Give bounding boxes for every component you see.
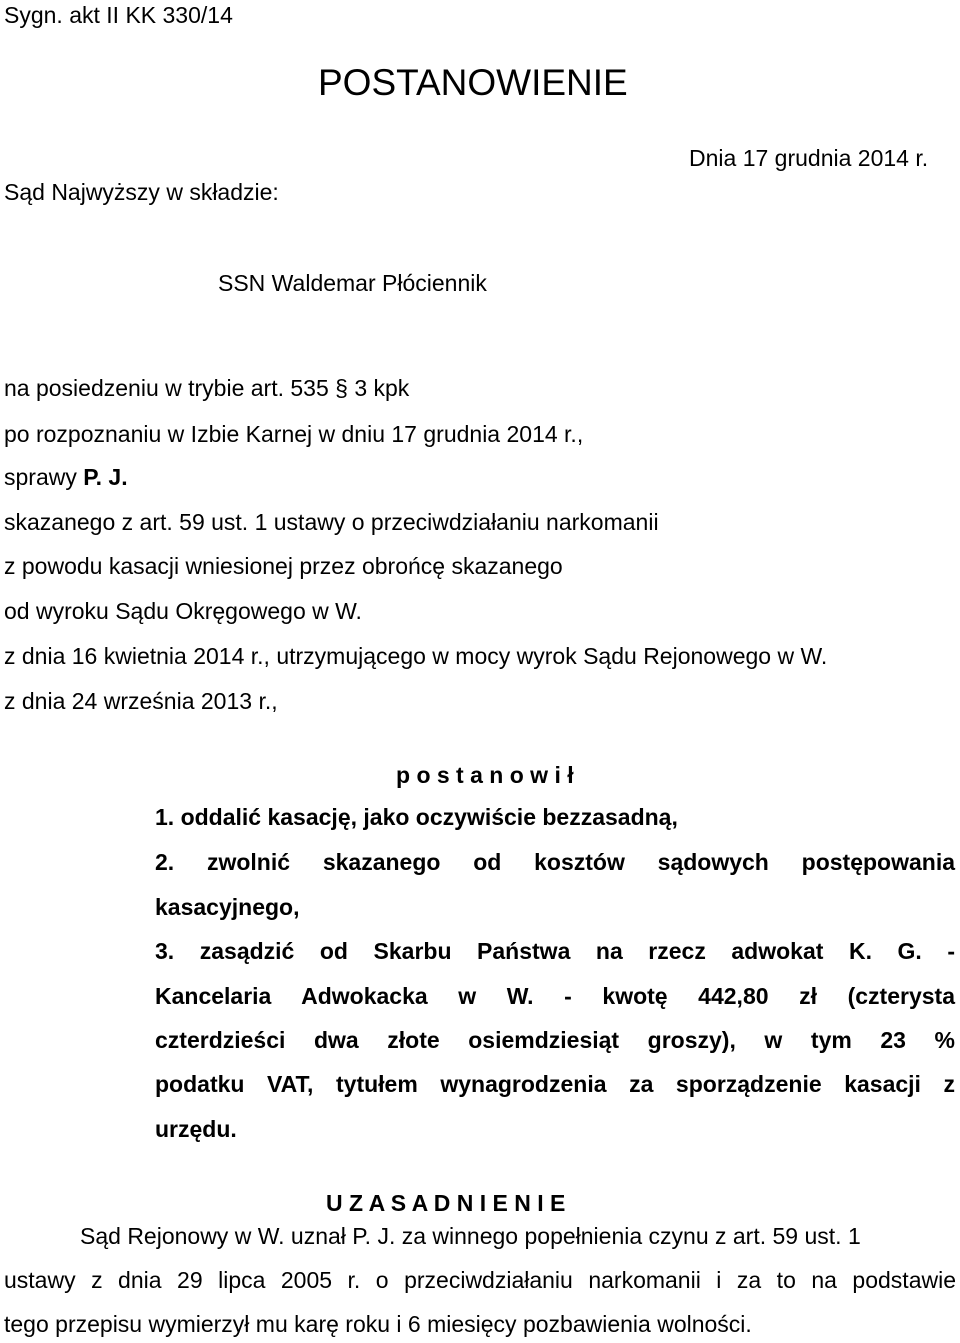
intro-line-5: z powodu kasacji wniesionej przez obrońcę skazanego xyxy=(4,553,563,579)
document-title: POSTANOWIENIE xyxy=(318,62,628,103)
intro-line-8: z dnia 24 września 2013 r., xyxy=(4,688,278,714)
ruling-item-3-line-1: 3. zasądzić od Skarbu Państwa na rzecz adwokat K. G. - xyxy=(155,938,955,964)
justification-heading: U Z A S A D N I E N I E xyxy=(326,1190,566,1216)
ruling-item-1: 1. oddalić kasację, jako oczywiście bezzasadną, xyxy=(155,804,678,830)
ruling-item-3-line-5: urzędu. xyxy=(155,1116,237,1142)
intro-line-6: od wyroku Sądu Okręgowego w W. xyxy=(4,598,362,624)
court-composition-label: Sąd Najwyższy w składzie: xyxy=(4,179,279,205)
justification-line-1: Sąd Rejonowy w W. uznał P. J. za winnego popełnienia czynu z art. 59 ust. 1 xyxy=(80,1223,861,1249)
intro-line-1: na posiedzeniu w trybie art. 535 § 3 kpk xyxy=(4,375,410,401)
justification-line-3: tego przepisu wymierzył mu karę roku i 6 miesięcy pozbawienia wolności. xyxy=(4,1311,752,1337)
justification-line-2: ustawy z dnia 29 lipca 2005 r. o przeciwdziałaniu narkomanii i za to na podstawie xyxy=(4,1267,956,1293)
intro-line-3 xyxy=(4,466,128,489)
intro-line-2: po rozpoznaniu w Izbie Karnej w dniu 17 grudnia 2014 r., xyxy=(4,421,584,447)
ruling-item-3-line-2: Kancelaria Adwokacka w W. - kwotę 442,80 zł (czterysta xyxy=(155,983,955,1009)
ruling-item-2-line-1: 2. zwolnić skazanego od kosztów sądowych postępowania xyxy=(155,849,955,875)
case-of-label: sprawy xyxy=(4,464,84,490)
case-signature: Sygn. akt II KK 330/14 xyxy=(4,2,233,28)
intro-line-4: skazanego z art. 59 ust. 1 ustawy o przeciwdziałaniu narkomanii xyxy=(4,509,659,535)
ruling-item-3-line-4: podatku VAT, tytułem wynagrodzenia za sporządzenie kasacji z xyxy=(155,1071,955,1097)
party-name: P. J. xyxy=(83,464,128,490)
judge-name: SSN Waldemar Płóciennik xyxy=(218,270,487,296)
ruling-item-3-line-3: czterdzieści dwa złote osiemdziesiąt groszy), w tym 23 % xyxy=(155,1027,955,1053)
ruling-heading: p o s t a n o w i ł xyxy=(396,762,574,788)
ruling-item-2-line-2: kasacyjnego, xyxy=(155,894,300,920)
intro-line-7: z dnia 16 kwietnia 2014 r., utrzymującego w mocy wyrok Sądu Rejonowego w W. xyxy=(4,643,828,669)
document-date: Dnia 17 grudnia 2014 r. xyxy=(689,145,929,171)
